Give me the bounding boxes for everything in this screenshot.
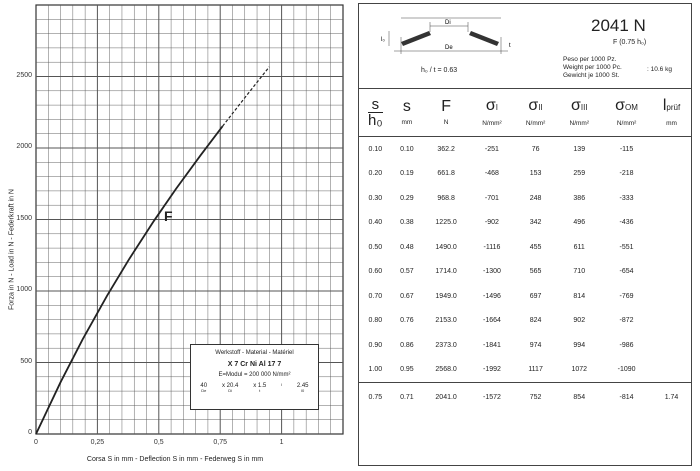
header-sigma-om: σOM N/mm² <box>601 88 652 137</box>
material-box <box>190 344 319 410</box>
table-cell: 0.90 <box>368 341 383 349</box>
table-cell: 2153.0 <box>435 317 457 325</box>
table-cell: 0.86 <box>400 341 414 349</box>
table-row <box>359 333 691 358</box>
table-cell <box>652 284 691 309</box>
disc-spring-diagram <box>359 4 559 88</box>
weight-label-it: Peso per 1000 Pz. <box>563 56 617 63</box>
table-cell: 0.10 <box>368 145 383 153</box>
table-row <box>359 358 691 383</box>
table-cell <box>652 186 691 211</box>
table-cell: 824 <box>529 317 542 325</box>
table-cell: 0.38 <box>400 219 414 227</box>
disc-section-right <box>469 31 499 46</box>
table-row <box>359 137 691 162</box>
weight-value: : 10.6 kg <box>647 66 672 73</box>
dim-symbol: l <box>281 382 282 387</box>
table-cell: -251 <box>484 145 499 153</box>
table-cell: -902 <box>484 219 499 227</box>
y-tick-label: 1000 <box>16 286 32 293</box>
header-sigma-1: σI N/mm² <box>470 88 514 137</box>
table-body <box>359 137 691 412</box>
table-cell: 386 <box>573 194 586 202</box>
weight-label-de: Gewicht je 1000 St. <box>563 72 620 79</box>
table-cell: -1664 <box>482 317 501 325</box>
table-cell: 248 <box>529 194 542 202</box>
table-cell: 661.8 <box>437 170 455 178</box>
table-cell: 0.60 <box>368 268 383 276</box>
table-cell: 1714.0 <box>435 268 457 276</box>
table-cell: 76 <box>531 145 540 153</box>
dim-symbol: Di <box>228 388 233 393</box>
table-cell: 0.19 <box>400 170 414 178</box>
table-cell: 0.30 <box>368 194 383 202</box>
table-row <box>359 186 691 211</box>
table-cell: 2568.0 <box>435 366 457 374</box>
header-sigma-3: σIII N/mm² <box>557 88 601 137</box>
header-s: s mm <box>392 88 423 137</box>
dim-symbol: De <box>201 388 207 393</box>
table-cell: 0.10 <box>400 145 414 153</box>
table-row <box>359 211 691 236</box>
y-tick-label: 0 <box>28 429 32 436</box>
weight-labels <box>563 56 622 80</box>
table-row <box>359 235 691 260</box>
table-cell: 1.74 <box>652 383 691 412</box>
table-cell: 974 <box>529 341 542 349</box>
table-cell: 0.29 <box>400 194 414 202</box>
table-cell <box>652 162 691 187</box>
table-row <box>359 284 691 309</box>
table-cell: -436 <box>619 219 634 227</box>
header-s-over-h0 <box>359 88 392 137</box>
material-title: Werkstoff - Material - Matériel <box>215 350 294 356</box>
table-cell <box>652 235 691 260</box>
load-reference: F (0.75 h₀) <box>613 39 647 46</box>
table-cell: 0.71 <box>392 383 423 412</box>
y-tick-label: 1500 <box>16 214 32 222</box>
table-summary-row <box>359 383 691 412</box>
table-cell: -1992 <box>482 366 501 374</box>
material-grade: X 7 Cr Ni Al 17 7 <box>227 361 282 368</box>
weight-label-en: Weight per 1000 Pc. <box>563 64 622 71</box>
table-cell: 2373.0 <box>435 341 457 349</box>
thickness-ratio: h₀ / t = 0.63 <box>421 67 458 74</box>
table-cell: 496 <box>573 219 586 227</box>
spring-header <box>359 4 691 89</box>
disc-section-left <box>401 31 431 46</box>
dim-value: x 20.4 <box>221 383 239 389</box>
table-cell: -551 <box>619 243 634 251</box>
table-cell: 455 <box>529 243 542 251</box>
de-label: De <box>445 45 453 51</box>
table-cell: 697 <box>529 292 542 300</box>
table-cell: -333 <box>619 194 634 202</box>
material-modulus: E=Modul = 200 000 N/mm² <box>218 372 291 378</box>
table-row <box>359 309 691 334</box>
part-number: 2041 N <box>591 16 646 35</box>
di-label: Di <box>445 20 451 26</box>
table-cell <box>652 211 691 236</box>
table-cell: -769 <box>619 292 634 300</box>
table-cell: 0.76 <box>400 317 414 325</box>
y-axis-label: Forza in N - Load in N - Federkraft in N <box>8 189 16 310</box>
table-cell: -1841 <box>482 341 501 349</box>
table-cell: -872 <box>619 317 634 325</box>
table-cell: -115 <box>619 145 634 153</box>
header-l-pruef: lprüf mm <box>652 88 691 137</box>
table-cell: 0.20 <box>368 170 383 178</box>
table-row <box>359 260 691 285</box>
x-tick-label: 0,25 <box>90 439 105 446</box>
header-h0-den: h₀ <box>368 111 383 129</box>
table-cell: 1225.0 <box>435 219 457 227</box>
table-cell: 139 <box>573 145 586 153</box>
header-s-num: s <box>368 97 383 113</box>
table-cell: -1300 <box>482 268 501 276</box>
table-cell <box>652 137 691 162</box>
table-cell: 814 <box>573 292 586 300</box>
x-axis-label: Corsa S in mm - Deflection S in mm - Federweg S in mm <box>86 456 264 463</box>
y-tick-label: 2000 <box>16 143 32 150</box>
table-cell: 0.50 <box>368 243 383 251</box>
t-label: t <box>509 43 511 49</box>
spring-data-panel <box>358 3 692 466</box>
table-cell: 1.00 <box>368 366 383 374</box>
table-cell: -701 <box>484 194 499 202</box>
table-cell: 0.75 <box>359 383 392 412</box>
table-cell: 1490.0 <box>435 243 457 251</box>
table-cell: 1117 <box>528 366 543 374</box>
table-cell: 854 <box>557 383 601 412</box>
dim-symbol: l0 <box>301 388 305 393</box>
table-cell: -814 <box>601 383 652 412</box>
x-tick-label: 0,75 <box>213 439 227 446</box>
table-cell: 0.67 <box>400 292 414 300</box>
x-tick-label: 0 <box>34 439 38 446</box>
table-cell: -1496 <box>482 292 501 300</box>
table-cell: 994 <box>573 341 586 349</box>
x-tick-label: 1 <box>279 439 284 446</box>
l0-label: l₀ <box>381 37 385 43</box>
table-cell <box>652 358 691 383</box>
table-cell <box>652 333 691 358</box>
table-cell: 153 <box>529 170 542 178</box>
table-cell: -468 <box>484 170 499 178</box>
table-cell: -1090 <box>617 366 636 374</box>
table-header-row <box>359 88 691 137</box>
table-cell: 2041.0 <box>422 383 470 412</box>
table-cell: 362.2 <box>437 145 455 153</box>
table-cell: 0.80 <box>368 317 383 325</box>
table-cell: 902 <box>573 317 586 325</box>
table-cell: -654 <box>619 268 634 276</box>
table-cell: 611 <box>573 243 585 251</box>
table-cell: 259 <box>573 170 586 178</box>
table-cell: 342 <box>529 219 542 227</box>
table-cell: 0.70 <box>368 292 383 300</box>
table-cell: 1072 <box>571 366 588 374</box>
y-tick-label: 2500 <box>16 71 32 79</box>
table-cell <box>652 309 691 334</box>
table-cell: 1949.0 <box>435 292 457 300</box>
x-tick-label: 0,5 <box>153 439 164 446</box>
dim-value: x 1.5 <box>253 383 267 389</box>
header-f: F N <box>422 88 470 137</box>
table-cell: -1572 <box>470 383 514 412</box>
table-cell: 710 <box>573 268 586 276</box>
table-cell: -218 <box>619 170 634 178</box>
table-cell: 0.95 <box>400 366 414 374</box>
table-cell: 968.8 <box>437 194 455 202</box>
table-cell: -986 <box>619 341 634 349</box>
dim-value: 40 <box>200 383 208 389</box>
header-sigma-2: σII N/mm² <box>514 88 558 137</box>
dim-symbol: t <box>259 388 261 393</box>
table-cell: -1116 <box>483 243 501 251</box>
y-tick-label: 500 <box>20 357 32 365</box>
dim-value: 2.45 <box>296 383 309 389</box>
material-dims <box>191 383 318 393</box>
table-cell: 565 <box>529 268 542 276</box>
table-row <box>359 162 691 187</box>
table-cell: 0.48 <box>400 243 414 251</box>
curve-label: F <box>164 208 173 224</box>
table-cell: 0.40 <box>368 219 383 227</box>
table-cell: 752 <box>514 383 558 412</box>
table-cell: 0.57 <box>400 268 414 276</box>
spring-data-table <box>359 88 691 411</box>
table-cell <box>652 260 691 285</box>
